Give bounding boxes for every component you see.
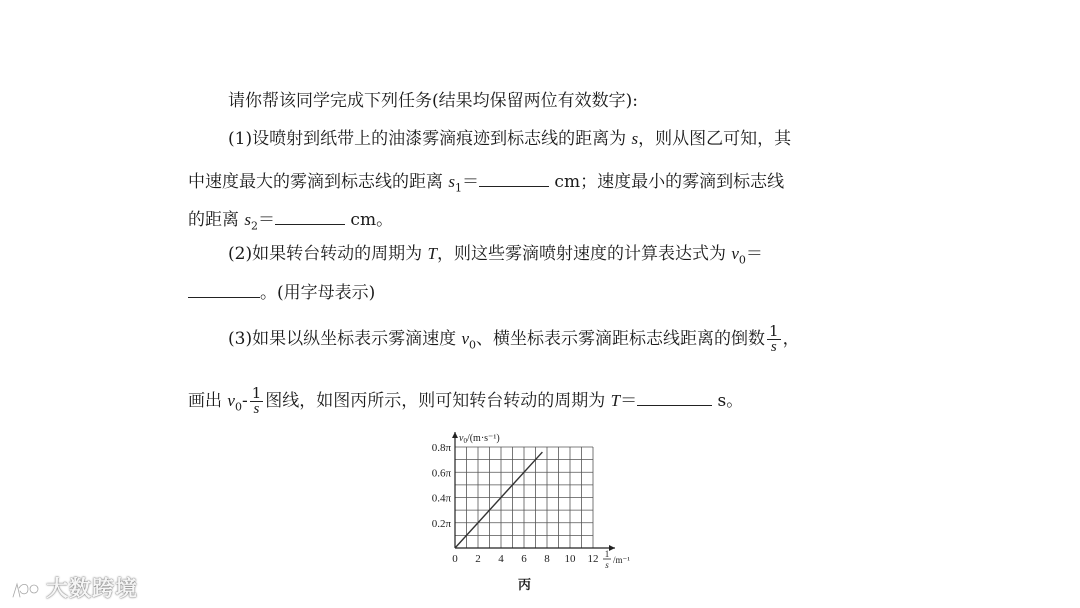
fraction-numerator: 1 [251,384,262,402]
var-v0: v [731,244,739,263]
q2-line-2 [188,281,375,304]
q3-text-d: 图线，如图丙所示，则可知转台转动的周期为 [265,391,606,411]
q1-text-cm2: cm。 [345,210,394,230]
q1-text-cm1: cm；速度最小的雾滴到标志线 [549,172,785,192]
var-s2-sub: 2 [251,219,259,233]
q3-text-a: (3)如果以纵坐标表示雾滴速度 [228,329,457,349]
var-v0-sub: 0 [738,253,746,267]
q1-line-1 [228,128,791,150]
intro-line [228,90,638,112]
q3-text-c: 画出 [188,391,222,411]
q1-text-c: 中速度最大的雾滴到标志线的距离 [188,172,443,192]
q3-line-1 [228,324,800,356]
chart-axis-labels [459,433,630,570]
intro-text: 请你帮该同学完成下列任务(结果均保留两位有效数字): [228,91,638,111]
answer-blank-s2[interactable] [275,208,345,225]
q3-text-e: s。 [712,391,744,411]
var-v0-sub: 0 [469,338,477,352]
var-s: s [631,129,639,148]
watermark [10,572,138,603]
answer-blank-s1[interactable] [479,170,549,187]
var-s2: s [244,210,252,229]
q2-line-1 [228,243,763,271]
var-v0: v [227,391,235,410]
x-tick-label: 2 [475,553,481,565]
answer-blank-T[interactable] [637,389,712,406]
y-tick-label: 0.6π [431,467,451,480]
y-tick-label: 0.8π [431,442,451,454]
fraction-denominator: s [770,339,777,355]
equals-sign: ＝ [620,391,638,411]
chart-grid [455,447,593,548]
q2-text-c: 。(用字母表示) [260,283,376,303]
x-tick-label: 10 [564,553,576,565]
equals-sign: ＝ [745,244,763,264]
x-axis-label-numerator: 1 [604,549,610,559]
chart-series [455,452,542,548]
q2-text-b: ，则这些雾滴喷射速度的计算表达式为 [436,244,726,264]
y-tick-label: 0.2π [431,517,451,530]
var-T: T [427,244,437,263]
comma: ， [782,329,800,349]
y-axis-arrow-icon [452,432,458,438]
x-tick-label: 0 [452,553,458,565]
watermark-text: 大数跨境 [46,577,139,602]
q1-line-2 [188,170,784,199]
y-tick-label: 0.4π [431,492,451,505]
q3-line-2 [188,386,743,418]
q1-line-3 [188,208,393,237]
fraction-denominator: s [253,401,260,417]
equals-sign: ＝ [462,172,480,192]
figure-caption: 丙 [518,578,532,593]
q3-text-b: 、横坐标表示雾滴距标志线距离的倒数 [476,329,766,349]
x-tick-label: 12 [587,553,599,565]
var-T: T [610,391,621,410]
var-s1-sub: 1 [455,181,463,195]
var-s1: s [448,172,456,191]
q1-text-a: (1)设喷射到纸带上的油漆雾滴痕迹到标志线的距离为 [228,129,627,149]
brand-logo-icon [10,579,40,601]
chart-axes [452,432,615,551]
x-axis-arrow-icon [609,545,615,551]
fraction-numerator: 1 [769,322,779,340]
var-v0-sub: 0 [234,400,242,414]
v0-vs-inverse-s-chart [405,428,650,593]
answer-blank-v0[interactable] [188,281,260,298]
q1-text-d: 的距离 [188,210,239,230]
x-tick-label: 6 [521,553,527,565]
var-v0: v [461,329,470,348]
x-tick-label: 4 [498,553,504,565]
x-axis-label-unit: /m⁻¹ [613,555,630,565]
dash: - [241,391,248,411]
y-axis-label: $v_0/(m\cdot s^{-1})$ [459,433,500,445]
q2-text-a: (2)如果转台转动的周期为 [228,244,423,264]
fraction-one-over-s [250,386,264,417]
equals-sign: ＝ [258,210,276,230]
x-tick-label: 8 [544,553,550,565]
q1-text-b: ，则从图乙可知，其 [638,129,792,149]
fraction-one-over-s [767,324,781,355]
series-line [455,452,542,548]
x-axis-label-denominator: s [605,560,609,570]
